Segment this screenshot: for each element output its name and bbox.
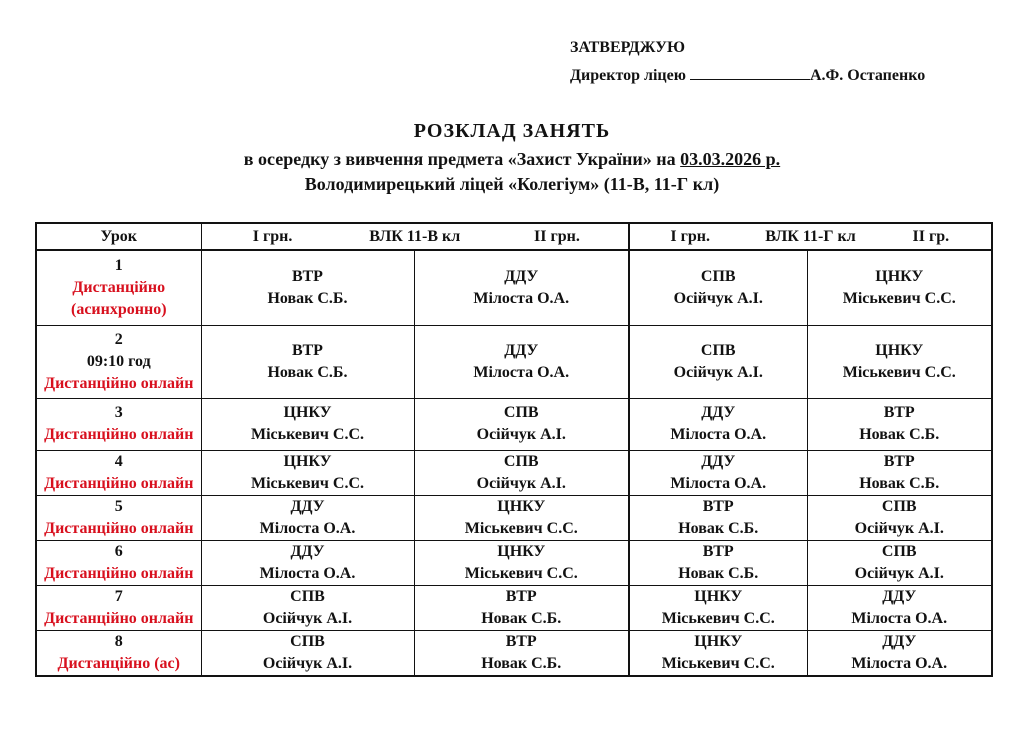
director-name: А.Ф. Остапенко bbox=[809, 67, 926, 84]
unit-code: ЦНКУ bbox=[875, 341, 924, 359]
assignment-cell bbox=[201, 585, 414, 630]
approval-signature-line bbox=[570, 66, 925, 85]
lesson-cell bbox=[36, 250, 201, 325]
header-class-11g bbox=[629, 223, 992, 250]
unit-code: ВТР bbox=[702, 542, 734, 560]
teacher-name: Осійчук А.І. bbox=[476, 426, 566, 443]
assignment-cell bbox=[629, 250, 807, 325]
unit-code: ВТР bbox=[883, 404, 915, 421]
lesson-cell bbox=[36, 450, 201, 495]
schedule-table bbox=[35, 222, 993, 677]
table-body bbox=[36, 250, 992, 676]
unit-code: ДДУ bbox=[290, 497, 325, 515]
unit-code: ДДУ bbox=[882, 632, 917, 650]
lesson-cell bbox=[36, 325, 201, 398]
assignment-cell bbox=[807, 630, 992, 676]
assignment-cell bbox=[629, 450, 807, 495]
lesson-number: 4 bbox=[114, 452, 123, 470]
assignment-cell bbox=[629, 325, 807, 398]
teacher-name: Мілоста О.А. bbox=[473, 363, 570, 381]
teacher-name: Осійчук А.І. bbox=[854, 519, 944, 537]
assignment-cell bbox=[414, 250, 629, 325]
unit-code: ДДУ bbox=[290, 542, 325, 560]
unit-code: ЦНКУ bbox=[694, 632, 743, 650]
teacher-name: Осійчук А.І. bbox=[673, 289, 763, 307]
table-row-lesson-8 bbox=[36, 630, 992, 676]
teacher-name: Міськевич С.С. bbox=[842, 289, 956, 307]
teacher-name: Мілоста О.А. bbox=[473, 289, 570, 307]
assignment-cell bbox=[807, 585, 992, 630]
header-11g-title: ВЛК 11-Г кл bbox=[765, 227, 856, 245]
lesson-mode: Дистанційно (ас) bbox=[57, 654, 180, 672]
lesson-mode: Дистанційно онлайн bbox=[44, 609, 194, 627]
document-subtitle bbox=[0, 149, 1024, 170]
table-row-lesson-3 bbox=[36, 398, 992, 450]
header-11v-group2: ІІ грн. bbox=[534, 227, 580, 245]
unit-code: ДДУ bbox=[504, 267, 539, 285]
table-row-lesson-1 bbox=[36, 250, 992, 325]
unit-code: ДДУ bbox=[504, 341, 539, 359]
unit-code: СПВ bbox=[503, 404, 539, 421]
teacher-name: Новак С.Б. bbox=[859, 474, 940, 492]
unit-code: ЦНКУ bbox=[694, 587, 743, 605]
assignment-cell bbox=[629, 495, 807, 540]
unit-code: ВТР bbox=[702, 497, 734, 515]
assignment-cell bbox=[201, 450, 414, 495]
teacher-name: Міськевич С.С. bbox=[661, 654, 775, 672]
unit-code: ЦНКУ bbox=[497, 497, 546, 515]
lesson-cell bbox=[36, 495, 201, 540]
teacher-name: Мілоста О.А. bbox=[851, 654, 948, 672]
unit-code: СПВ bbox=[290, 632, 325, 650]
assignment-cell bbox=[629, 585, 807, 630]
teacher-name: Осійчук А.І. bbox=[476, 474, 566, 492]
teacher-name: Мілоста О.А. bbox=[670, 474, 767, 492]
lesson-mode: Дистанційно онлайн bbox=[44, 426, 194, 443]
teacher-name: Новак С.Б. bbox=[267, 363, 348, 381]
table-header bbox=[36, 223, 992, 250]
assignment-cell bbox=[201, 250, 414, 325]
table-row-lesson-6 bbox=[36, 540, 992, 585]
lesson-cell bbox=[36, 630, 201, 676]
school-name-line: Володимирецький ліцей «Колегіум» (11-В, 11-Г кл) bbox=[304, 174, 720, 194]
unit-code: СПВ bbox=[881, 497, 917, 515]
lesson-mode: Дистанційно онлайн bbox=[44, 519, 194, 537]
lesson-number: 1 bbox=[114, 256, 123, 274]
lesson-number: 8 bbox=[114, 632, 123, 650]
unit-code: ЦНКУ bbox=[283, 404, 332, 421]
approval-title: ЗАТВЕРДЖУЮ bbox=[570, 39, 686, 56]
teacher-name: Новак С.Б. bbox=[859, 426, 940, 443]
unit-code: ВТР bbox=[505, 632, 537, 650]
teacher-name: Мілоста О.А. bbox=[259, 519, 356, 537]
assignment-cell bbox=[807, 450, 992, 495]
teacher-name: Міськевич С.С. bbox=[464, 564, 578, 582]
approval-block bbox=[570, 38, 925, 85]
unit-code: СПВ bbox=[503, 452, 539, 470]
lesson-cell bbox=[36, 540, 201, 585]
unit-code: ЦНКУ bbox=[283, 452, 332, 470]
assignment-cell bbox=[201, 630, 414, 676]
assignment-cell bbox=[807, 398, 992, 450]
teacher-name: Міськевич С.С. bbox=[661, 609, 775, 627]
lesson-cell bbox=[36, 398, 201, 450]
unit-code: ДДУ bbox=[701, 452, 736, 470]
header-11v-group1: І грн. bbox=[252, 227, 293, 245]
assignment-cell bbox=[414, 495, 629, 540]
lesson-number: 3 bbox=[114, 404, 123, 421]
assignment-cell bbox=[414, 630, 629, 676]
table-row-lesson-2 bbox=[36, 325, 992, 398]
unit-code: СПВ bbox=[881, 542, 917, 560]
title-block bbox=[0, 120, 1024, 195]
teacher-name: Міськевич С.С. bbox=[250, 426, 365, 443]
unit-code: ВТР bbox=[505, 587, 537, 605]
unit-code: СПВ bbox=[290, 587, 325, 605]
signature-blank-line bbox=[690, 66, 810, 80]
teacher-name: Новак С.Б. bbox=[481, 609, 562, 627]
header-class-11v bbox=[201, 223, 629, 250]
lesson-mode: Дистанційно онлайн bbox=[44, 374, 194, 392]
assignment-cell bbox=[807, 250, 992, 325]
assignment-cell bbox=[629, 630, 807, 676]
header-lesson: Урок bbox=[36, 223, 201, 250]
lesson-mode: Дистанційно онлайн bbox=[44, 564, 194, 582]
assignment-cell bbox=[201, 495, 414, 540]
teacher-name: Новак С.Б. bbox=[481, 654, 562, 672]
teacher-name: Міськевич С.С. bbox=[250, 474, 365, 492]
assignment-cell bbox=[414, 325, 629, 398]
assignment-cell bbox=[414, 540, 629, 585]
unit-code: СПВ bbox=[700, 341, 736, 359]
teacher-name: Новак С.Б. bbox=[678, 519, 759, 537]
unit-code: ЦНКУ bbox=[875, 267, 924, 285]
lesson-cell bbox=[36, 585, 201, 630]
lesson-number: 7 bbox=[114, 587, 123, 605]
teacher-name: Осійчук А.І. bbox=[262, 609, 353, 627]
teacher-name: Мілоста О.А. bbox=[259, 564, 356, 582]
unit-code: ВТР bbox=[883, 452, 915, 470]
teacher-name: Новак С.Б. bbox=[678, 564, 759, 582]
schedule-date: 03.03.2026 р. bbox=[680, 149, 781, 169]
header-11v-title: ВЛК 11-В кл bbox=[369, 227, 461, 245]
assignment-cell bbox=[807, 495, 992, 540]
teacher-name: Мілоста О.А. bbox=[670, 426, 767, 443]
table-row-lesson-4 bbox=[36, 450, 992, 495]
unit-code: ЦНКУ bbox=[497, 542, 546, 560]
assignment-cell bbox=[414, 398, 629, 450]
teacher-name: Міськевич С.С. bbox=[464, 519, 578, 537]
teacher-name: Осійчук А.І. bbox=[854, 564, 944, 582]
document-title: РОЗКЛАД ЗАНЯТЬ bbox=[413, 120, 611, 142]
assignment-cell bbox=[629, 540, 807, 585]
teacher-name: Новак С.Б. bbox=[267, 289, 348, 307]
unit-code: ДДУ bbox=[701, 404, 736, 421]
lesson-number: 2 bbox=[114, 330, 123, 348]
table-row-lesson-5 bbox=[36, 495, 992, 540]
unit-code: ВТР bbox=[292, 341, 323, 359]
subtitle-text: в осередку з вивчення предмета «Захист України» на bbox=[243, 149, 676, 169]
lesson-mode-2: (асинхронно) bbox=[70, 300, 167, 318]
assignment-cell bbox=[201, 398, 414, 450]
assignment-cell bbox=[629, 398, 807, 450]
assignment-cell bbox=[807, 540, 992, 585]
lesson-number: 6 bbox=[114, 542, 123, 560]
unit-code: СПВ bbox=[700, 267, 736, 285]
header-11g-group1: І грн. bbox=[670, 227, 710, 245]
assignment-cell bbox=[201, 540, 414, 585]
header-row bbox=[36, 223, 992, 250]
header-11g-group2: ІІ гр. bbox=[912, 227, 950, 245]
assignment-cell bbox=[414, 450, 629, 495]
assignment-cell bbox=[201, 325, 414, 398]
assignment-cell bbox=[414, 585, 629, 630]
table-row-lesson-7 bbox=[36, 585, 992, 630]
lesson-mode: Дистанційно онлайн bbox=[44, 474, 194, 492]
assignment-cell bbox=[807, 325, 992, 398]
lesson-number: 5 bbox=[114, 497, 123, 515]
teacher-name: Осійчук А.І. bbox=[673, 363, 763, 381]
director-role-label: Директор ліцею bbox=[570, 67, 686, 84]
unit-code: ДДУ bbox=[882, 587, 917, 605]
teacher-name: Мілоста О.А. bbox=[851, 609, 948, 627]
unit-code: ВТР bbox=[292, 267, 323, 285]
teacher-name: Осійчук А.І. bbox=[262, 654, 353, 672]
lesson-time: 09:10 год bbox=[86, 352, 151, 370]
teacher-name: Міськевич С.С. bbox=[842, 363, 956, 381]
lesson-mode: Дистанційно bbox=[72, 278, 166, 296]
